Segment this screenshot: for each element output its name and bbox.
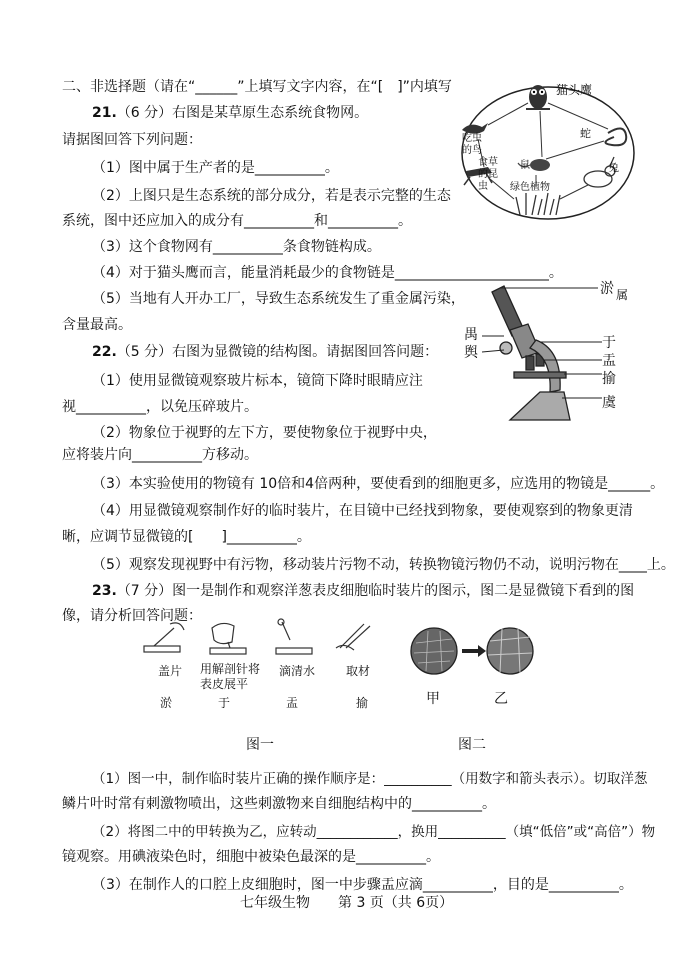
arrow-icon [462, 645, 486, 657]
q23-sub2b: 镜观察。用碘液染色时，细胞中被染色最深的是__________。 [62, 849, 440, 865]
microscope-label-5: 虞 [602, 395, 616, 411]
q22-sub2a: （2）物象位于视野的左下方，要使物象位于视野中央， [92, 425, 437, 441]
label-insect-bird: 吃虫的鸟 [462, 133, 482, 156]
label-rabbit: 兔 [608, 161, 619, 174]
fig2-caption: 图二 [458, 737, 486, 753]
step-3-mark: 盂 [286, 696, 299, 710]
q21-prompt: 请据图回答下列问题： [62, 132, 202, 148]
q22-score: （5 分） [116, 344, 173, 360]
snake-icon [605, 128, 626, 145]
microscope-figure [440, 280, 680, 440]
q22-title [92, 343, 438, 361]
cell-view-b [487, 628, 533, 674]
microscope-label-left2: 舆 [464, 345, 478, 361]
food-web-figure [448, 75, 648, 225]
q22-intro: 右图为显微镜的结构图。请据图回答问题： [172, 344, 439, 360]
page-footer: 七年级生物 第 3 页（共 6页） [240, 895, 454, 911]
q22-sub1a: （1）使用显微镜观察玻片标本，镜筒下降时眼睛应注 [92, 373, 423, 389]
step-2-mark: 于 [218, 696, 231, 710]
q23-sub1a: （1）图一中，制作临时装片正确的操作顺序是：__________（用数字和箭头表示）。切取洋葱 [92, 771, 648, 787]
fig1-caption: 图一 [246, 737, 274, 753]
q23-intro2: 像，请分析回答问题： [62, 608, 202, 624]
cell-label-b: 乙 [494, 691, 508, 707]
q23-sub1b: 鳞片叶时常有刺激物喷出，这些刺激物来自细胞结构中的__________。 [62, 796, 496, 812]
q21-number: 21. [92, 105, 117, 121]
q21-sub3: （3）这个食物网有__________条食物链构成。 [92, 239, 381, 255]
q22-sub3: （3）本实验使用的物镜有 10倍和4倍两种，要使看到的细胞更多，应选用的物镜是______。 [92, 476, 665, 492]
label-grass-insect: 食草的昆虫 [478, 157, 498, 192]
step-1-mark: 淤 [160, 696, 173, 710]
q23-intro: 图一是制作和观察洋葱表皮细胞临时装片的图示，图二是显微镜下看到的图 [172, 583, 635, 599]
step-coverslip-icon [144, 623, 184, 652]
q23-title [92, 582, 634, 600]
microscope-label-3: 盂 [602, 353, 616, 369]
q21-sub2a: （2）上图只是生态系统的部分成分，若是表示完整的生态 [92, 188, 451, 204]
q21-title [92, 104, 368, 122]
cell-label-a: 甲 [426, 691, 440, 707]
q21-sub4: （4）对于猫头鹰而言，能量消耗最少的食物链是______________________。 [92, 265, 563, 281]
step-3-label: 滴清水 [279, 664, 316, 678]
microscope-label-1: 淤 [600, 281, 614, 297]
microscope-label-1b: 属 [616, 288, 629, 302]
step-2-label: 用解剖针将表皮展平 [200, 662, 261, 691]
q21-sub5a: （5）当地有人开办工厂，导致生态系统发生了重金属污染， [92, 291, 465, 307]
label-mouse: 鼠 [520, 160, 530, 171]
q23-sub3: （3）在制作人的口腔上皮细胞时，图一中步骤盂应滴__________，目的是__________。 [92, 877, 633, 893]
step-4-mark: 揄 [356, 696, 369, 710]
microscope-label-left1: 禺 [464, 327, 478, 343]
q23-number: 23. [92, 583, 117, 599]
q21-sub1: （1）图中属于生产者的是__________。 [92, 160, 339, 176]
q22-sub4b: 晰，应调节显微镜的[ ]__________。 [62, 529, 311, 545]
step-forceps-icon [336, 624, 370, 650]
q21-intro: 右图是某草原生态系统食物网。 [172, 105, 369, 121]
q22-sub4a: （4）用显微镜观察制作好的临时装片，在目镜中已经找到物象，要使观察到的物象更清 [92, 503, 633, 519]
q23-sub2a: （2）将图二中的甲转换为乙，应转动____________，换用__________（填“低倍”或“高倍”）物 [92, 824, 656, 840]
q22-sub2b: 应将装片向__________方移动。 [62, 447, 258, 463]
step-needle-icon [210, 623, 246, 654]
label-plant: 绿色植物 [510, 182, 550, 193]
section-header: 二、非选择题（请在“______”上填写文字内容，在“[ ]”内填写 [62, 79, 452, 95]
fig2-cell-drawings [410, 625, 534, 681]
step-dropper-icon [276, 619, 312, 654]
q22-number: 22. [92, 344, 117, 360]
label-owl: 猫头鹰 [556, 83, 593, 97]
q22-sub5: （5）观察发现视野中有污物，移动装片污物不动，转换物镜污物仍不动，说明污物在____上。 [92, 557, 675, 573]
step-4-label: 取材 [346, 664, 371, 678]
q21-sub2b: 系统，图中还应加入的成分有__________和__________。 [62, 213, 412, 229]
step-1-label: 盖片 [158, 664, 183, 678]
microscope-label-4: 揄 [602, 371, 616, 387]
q21-score: （6 分） [116, 105, 173, 121]
q21-sub5b: 含量最高。 [62, 317, 132, 333]
microscope-label-2: 于 [602, 335, 616, 351]
q23-score: （7 分） [116, 583, 173, 599]
q22-sub1b: 视__________，以免压碎玻片。 [62, 399, 258, 415]
fig1-step-drawings [140, 618, 380, 663]
label-snake: 蛇 [580, 127, 591, 140]
